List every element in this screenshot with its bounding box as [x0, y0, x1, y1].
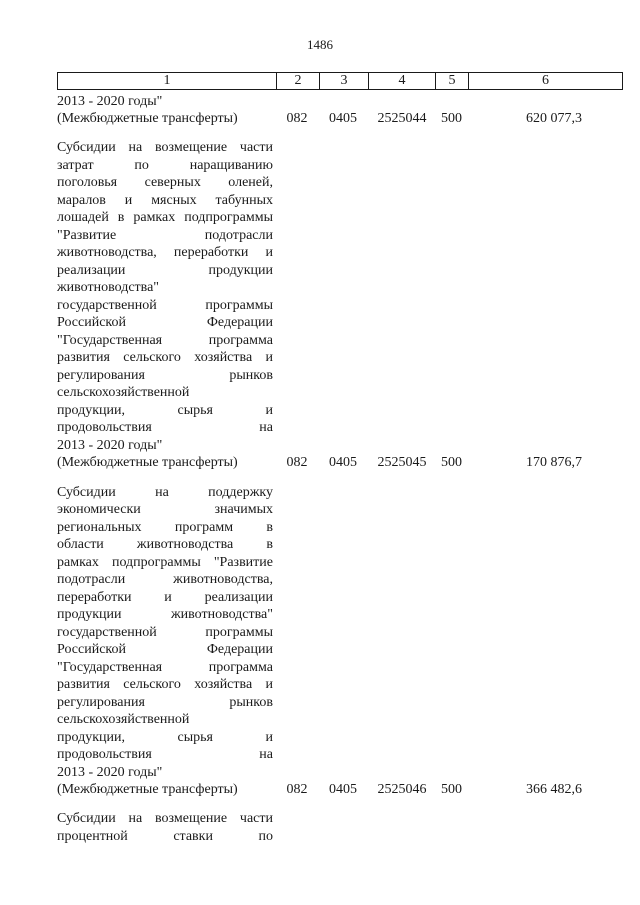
row-text-line: (Межбюджетные трансферты)	[57, 455, 238, 470]
row-text-line: подотрасли животноводства,	[57, 572, 273, 587]
column-header-1: 1	[58, 73, 277, 90]
column-header-5: 5	[436, 73, 469, 90]
section-code: 0405	[329, 111, 357, 126]
row-text-line: (Межбюджетные трансферты)	[57, 111, 238, 126]
row-text-line: "Государственная программа	[57, 660, 273, 675]
row-text-line: маралов и мясных табунных	[57, 193, 273, 208]
column-header-3: 3	[320, 73, 369, 90]
row-text-line: Российской Федерации	[57, 315, 273, 330]
ministry-code: 082	[286, 111, 308, 126]
ministry-code: 082	[286, 782, 308, 797]
row-text-line: животноводства, переработки и	[57, 245, 273, 260]
row-text-line: сельскохозяйственной	[57, 385, 190, 400]
amount-value: 620 077,3	[526, 111, 582, 126]
row-text-line: поголовья северных оленей,	[57, 175, 273, 190]
expense-code: 500	[441, 782, 462, 797]
amount-value: 366 482,6	[526, 782, 582, 797]
row-text-line: государственной программы	[57, 298, 273, 313]
row-text-line: области животноводства в	[57, 537, 273, 552]
row-text-line: "Развитие подотрасли	[57, 228, 273, 243]
row-text-line: развития сельского хозяйства и	[57, 350, 273, 365]
row-text-line: Субсидии на возмещение части	[57, 811, 273, 826]
target-code: 2525044	[377, 111, 427, 126]
row-text-line: (Межбюджетные трансферты)	[57, 782, 238, 797]
row-text-line: 2013 - 2020 годы"	[57, 94, 163, 109]
row-text-line: регулирования рынков	[57, 695, 273, 710]
row-text-line: лошадей в рамках подпрограммы	[57, 210, 273, 225]
row-text-line: продукции, сырья и	[57, 730, 273, 745]
row-text-line: рамках подпрограммы "Развитие	[57, 555, 273, 570]
row-text-line: Российской Федерации	[57, 642, 273, 657]
column-header-2: 2	[277, 73, 320, 90]
row-text-line: животноводства"	[57, 280, 160, 295]
row-text-line: сельскохозяйственной	[57, 712, 190, 727]
row-text-line: продовольствия на	[57, 420, 273, 435]
target-code: 2525046	[377, 782, 427, 797]
row-text-line: переработки и реализации	[57, 590, 273, 605]
row-text-line: государственной программы	[57, 625, 273, 640]
expense-code: 500	[441, 111, 462, 126]
target-code: 2525045	[377, 455, 427, 470]
section-code: 0405	[329, 782, 357, 797]
row-text-line: продукции животноводства"	[57, 607, 273, 622]
section-code: 0405	[329, 455, 357, 470]
column-header-table	[57, 72, 623, 90]
expense-code: 500	[441, 455, 462, 470]
row-text-line: Субсидии на возмещение части	[57, 140, 273, 155]
row-text-line: 2013 - 2020 годы"	[57, 438, 163, 453]
row-text-line: процентной ставки по	[57, 829, 273, 844]
column-header-row	[58, 73, 623, 90]
row-text-line: "Государственная программа	[57, 333, 273, 348]
row-text-line: реализации продукции	[57, 263, 273, 278]
row-text-line: экономически значимых	[57, 502, 273, 517]
amount-value: 170 876,7	[526, 455, 582, 470]
page-number: 1486	[307, 37, 333, 52]
row-text-line: региональных программ в	[57, 520, 273, 535]
row-text-line: регулирования рынков	[57, 368, 273, 383]
ministry-code: 082	[286, 455, 308, 470]
column-header-4: 4	[369, 73, 436, 90]
row-text-line: затрат по наращиванию	[57, 158, 273, 173]
row-text-line: 2013 - 2020 годы"	[57, 765, 163, 780]
column-header-6: 6	[469, 73, 623, 90]
row-text-line: Субсидии на поддержку	[57, 485, 273, 500]
row-text-line: продукции, сырья и	[57, 403, 273, 418]
row-text-line: продовольствия на	[57, 747, 273, 762]
row-text-line: развития сельского хозяйства и	[57, 677, 273, 692]
